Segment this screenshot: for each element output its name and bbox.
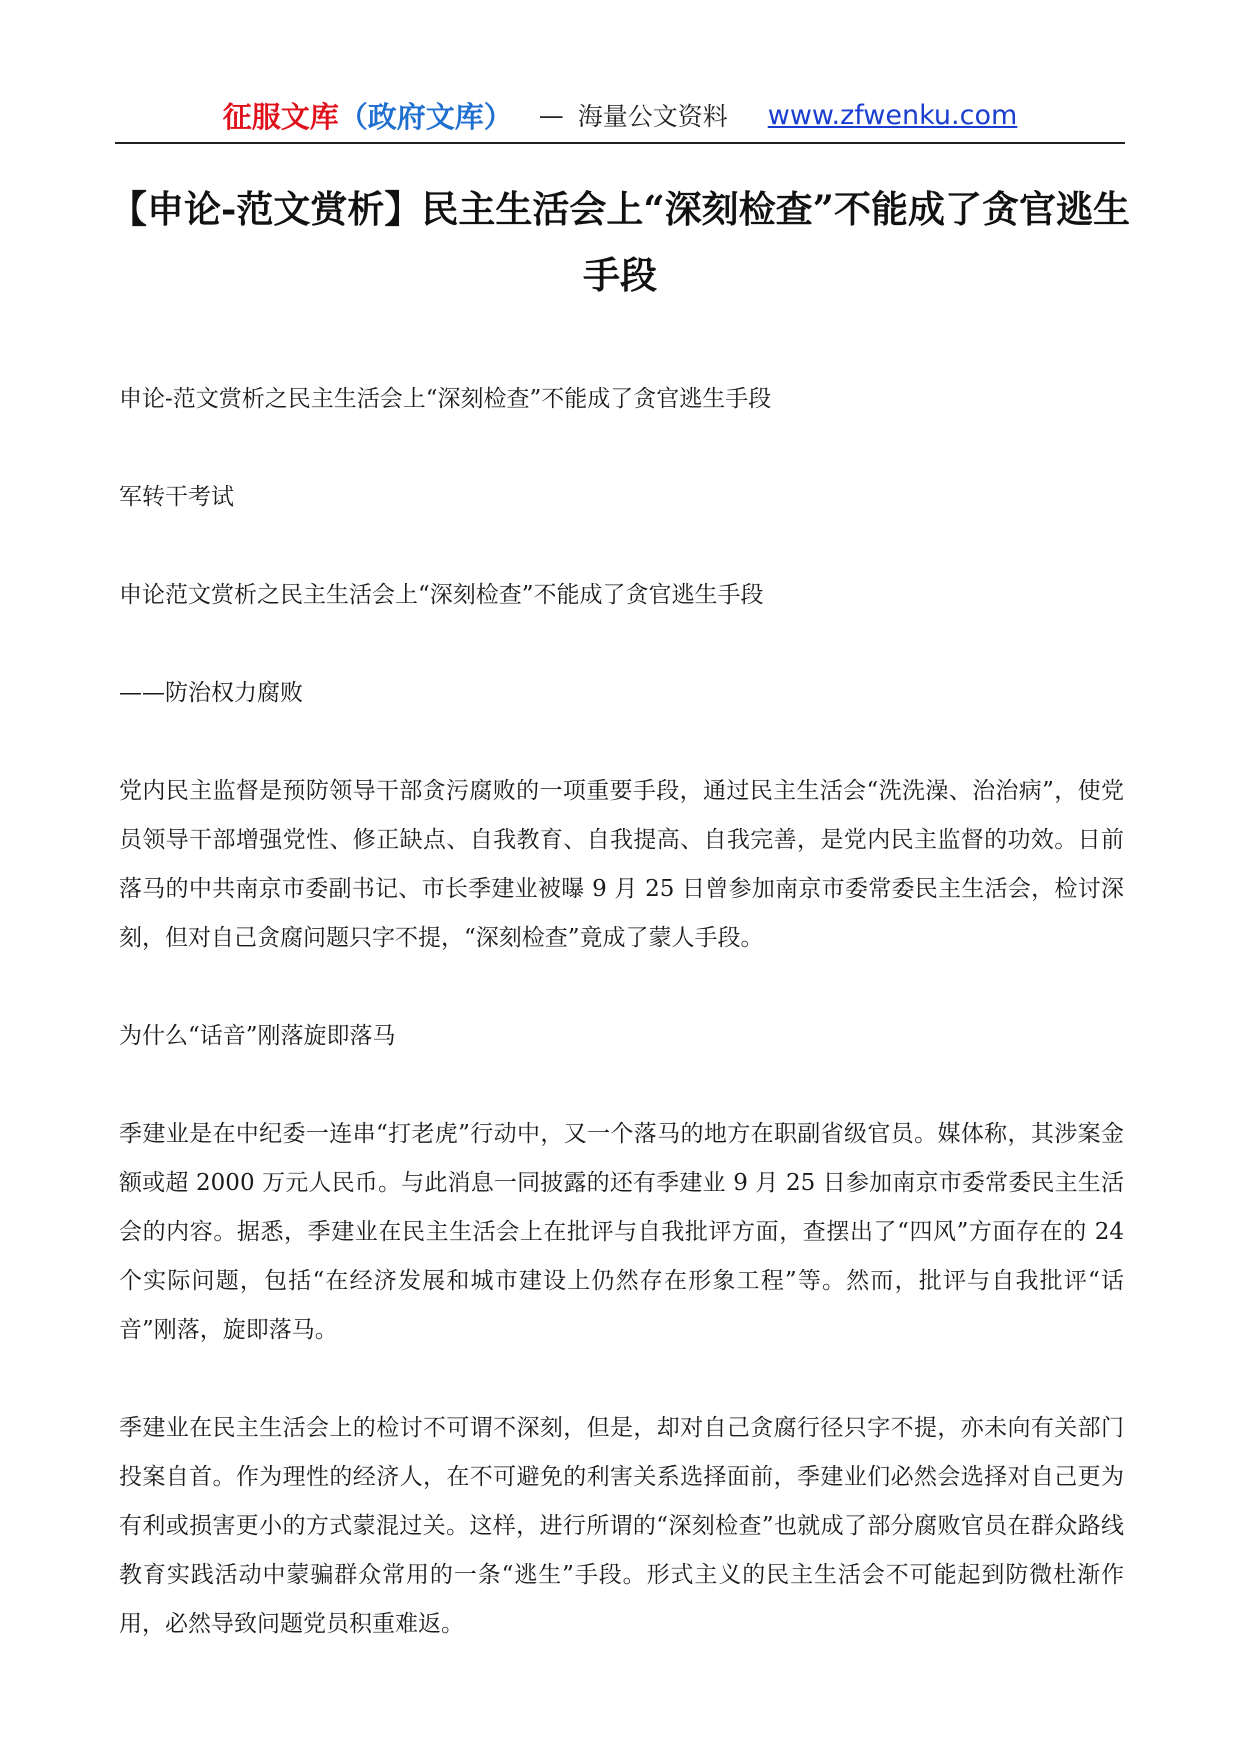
brand-subtitle: （政府文库） <box>338 99 513 134</box>
brand-name: 征服文库 <box>222 99 339 134</box>
site-url-link[interactable]: www.zfwenku.com <box>767 99 1018 131</box>
page-title: 【申论-范文赏析】民主生活会上“深刻检查”不能成了贪官逃生手段 <box>110 187 1130 297</box>
article-paragraph: 党内民主监督是预防领导干部贪污腐败的一项重要手段，通过民主生活会“洗洗澡、治治病”，使党员领导干部增强党性、修正缺点、自我教育、自我提高、自我完善，是党内民主监督的功效。日前落马的中共南京市委副书记、市长季建业被曝 9 月 25 日曾参加南京市委常委民主生活会，检讨深刻，但对自己贪腐问题只字不提，“深刻检查”竟成了蒙人手段。 <box>119 778 1124 951</box>
site-header <box>115 96 1125 144</box>
article-paragraph: 申论范文赏析之民主生活会上“深刻检查”不能成了贪官逃生手段 <box>119 582 764 608</box>
article-paragraph: 季建业在民主生活会上的检讨不可谓不深刻，但是，却对自己贪腐行径只字不提，亦未向有关部门投案自首。作为理性的经济人，在不可避免的利害关系选择面前，季建业们必然会选择对自己更为有利或损害更小的方式蒙混过关。这样，进行所谓的“深刻检查”也就成了部分腐败官员在群众路线教育实践活动中蒙骗群众常用的一条“逃生”手段。形式主义的民主生活会不可能起到防微杜渐作用，必然导致问题党员积重难返。 <box>119 1415 1124 1637</box>
article-body <box>119 375 1124 1698</box>
article-paragraph: 申论-范文赏析之民主生活会上“深刻检查”不能成了贪官逃生手段 <box>119 386 772 412</box>
section-heading: 为什么“话音”刚落旋即落马 <box>119 1023 396 1049</box>
article-paragraph: 军转干考试 <box>119 484 234 510</box>
header-dash: — <box>538 100 564 130</box>
article-paragraph: ——防治权力腐败 <box>119 680 303 706</box>
header-tagline: 海量公文资料 <box>577 102 728 131</box>
article-paragraph: 季建业是在中纪委一连串“打老虎”行动中，又一个落马的地方在职副省级官员。媒体称，其涉案金额或超 2000 万元人民币。与此消息一同披露的还有季建业 9 月 25 日参加南京市委常委民主生活会的内容。据悉，季建业在民主生活会上在批评与自我批评方面，查摆出了“四风”方面存在的 24 个实际问题，包括“在经济发展和城市建设上仍然存在形象工程”等。然而，批评与自我批评“话音”刚落，旋即落马。 <box>119 1121 1124 1343</box>
